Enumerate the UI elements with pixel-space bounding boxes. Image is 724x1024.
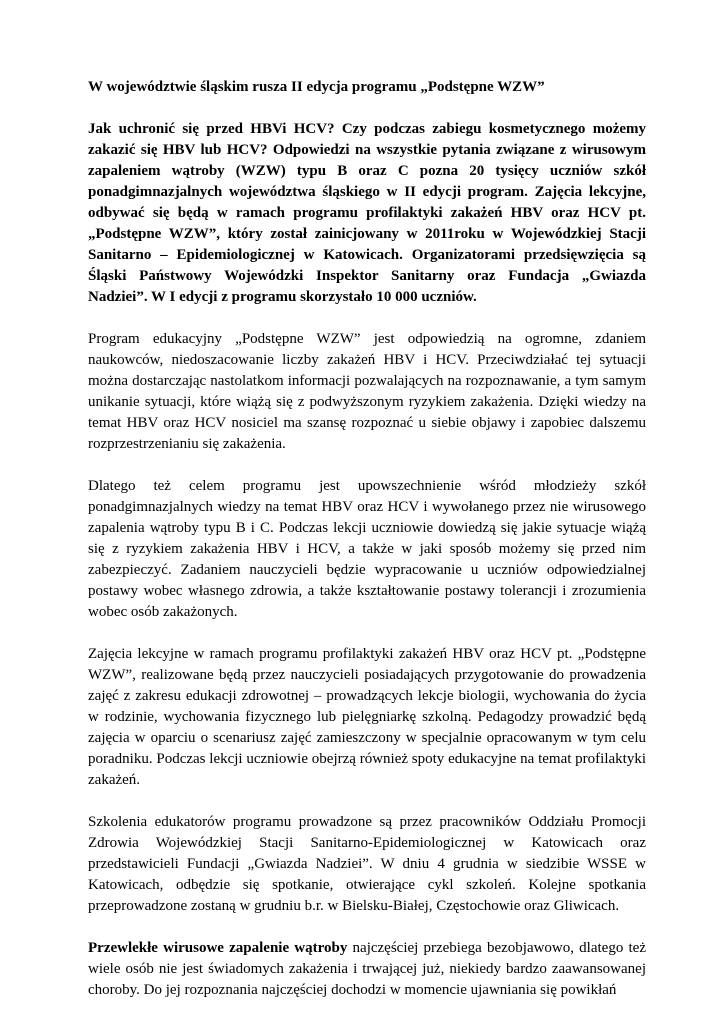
- lede-paragraph: Jak uchronić się przed HBVi HCV? Czy podczas zabiegu kosmetycznego możemy zakazić się HBV lub HCV? Odpowiedzi na wszystkie pytania związane z wirusowym zapaleniem wątroby (WZW) typu B oraz C pozna 20 tysięcy uczniów szkół ponadgimnazjalnych województwa śląskiego w II edycji program. Zajęcia lekcyjne, odbywać się będą w ramach programu profilaktyki zakażeń HBV oraz HCV pt. „Podstępne WZW”, który został zainicjowany w 2011roku w Wojewódzkiej Stacji Sanitarno – Epidemiologicznej w Katowicach. Organizatorami przedsięwzięcia są Śląski Państwowy Wojewódzki Inspektor Sanitarny oraz Fundacja „Gwiazda Nadziei”. W I edycji z programu skorzystało 10 000 uczniów.: [88, 121, 646, 305]
- body-paragraph-2: Dlatego też celem programu jest upowszechnienie wśród młodzieży szkół ponadgimnazjalnych wiedzy na temat HBV oraz HCV i wywołanego przez nie wirusowego zapalenia wątroby typu B i C. Podczas lekcji uczniowie dowiedzą się jakie sytuacje wiążą się z ryzykiem zakażenia HBV i HCV, a także w jaki sposób możemy się przed nim zabezpieczyć. Zadaniem nauczycieli będzie wypracowanie u uczniów odpowiedzialnej postawy wobec własnego zdrowia, a także kształtowanie postawy tolerancji i zrozumienia wobec osób zakażonych.: [88, 478, 646, 620]
- body-paragraph-4: Szkolenia edukatorów programu prowadzone są przez pracowników Oddziału Promocji Zdrowia Wojewódzkiej Stacji Sanitarno-Epidemiologicznej w Katowicach oraz przedstawicieli Fundacji „Gwiazda Nadziei”. W dniu 4 grudnia w siedzibie WSSE w Katowicach, odbędzie się spotkanie, otwierające cykl szkoleń. Kolejne spotkania przeprowadzone zostaną w grudniu b.r. w Bielsku-Białej, Częstochowie oraz Gliwicach.: [88, 814, 646, 914]
- body-paragraph-5: [88, 938, 646, 1001]
- document-page: [88, 77, 646, 1022]
- body-paragraph-3: Zajęcia lekcyjne w ramach programu profilaktyki zakażeń HBV oraz HCV pt. „Podstępne WZW”, realizowane będą przez nauczycieli posiadających przygotowanie do prowadzenia zajęć z zakresu edukacji zdrowotnej – prowadzących lekcje biologii, wychowania do życia w rodzinie, wychowania fizycznego lub pielęgniarkę szkolną. Pedagodzy prowadzić będą zajęcia w oparciu o scenariusz zajęć zamieszczony w specjalnie opracowanym w tym celu poradniku. Podczas lekcji uczniowie obejrzą również spoty edukacyjne na temat profilaktyki zakażeń.: [88, 646, 646, 788]
- bold-lead-text: Przewlekłe wirusowe zapalenie wątroby: [88, 940, 348, 956]
- paragraph-text: najczęściej przebiega bezobjawowo, dlatego też wiele osób nie jest świadomych zakażenia i trwającej już, niekiedy bardzo zaawansowanej choroby. Do jej rozpoznania najczęściej dochodzi w momencie ujawniania się powikłań: [88, 940, 646, 998]
- document-title: W województwie śląskim rusza II edycja programu „Podstępne WZW”: [88, 79, 545, 95]
- body-paragraph-1: Program edukacyjny „Podstępne WZW” jest odpowiedzią na ogromne, zdaniem naukowców, niedoszacowanie liczby zakażeń HBV i HCV. Przeciwdziałać tej sytuacji można dostarczając nastolatkom informacji pozwalających na rozpoznawanie, a tym samym unikanie sytuacji, które wiążą się z podwyższonym ryzykiem zakażenia. Dzięki wiedzy na temat HBV oraz HCV nosiciel ma szansę rozpoznać u siebie objawy i zapobiec dalszemu rozprzestrzenianiu się zakażenia.: [88, 331, 646, 452]
